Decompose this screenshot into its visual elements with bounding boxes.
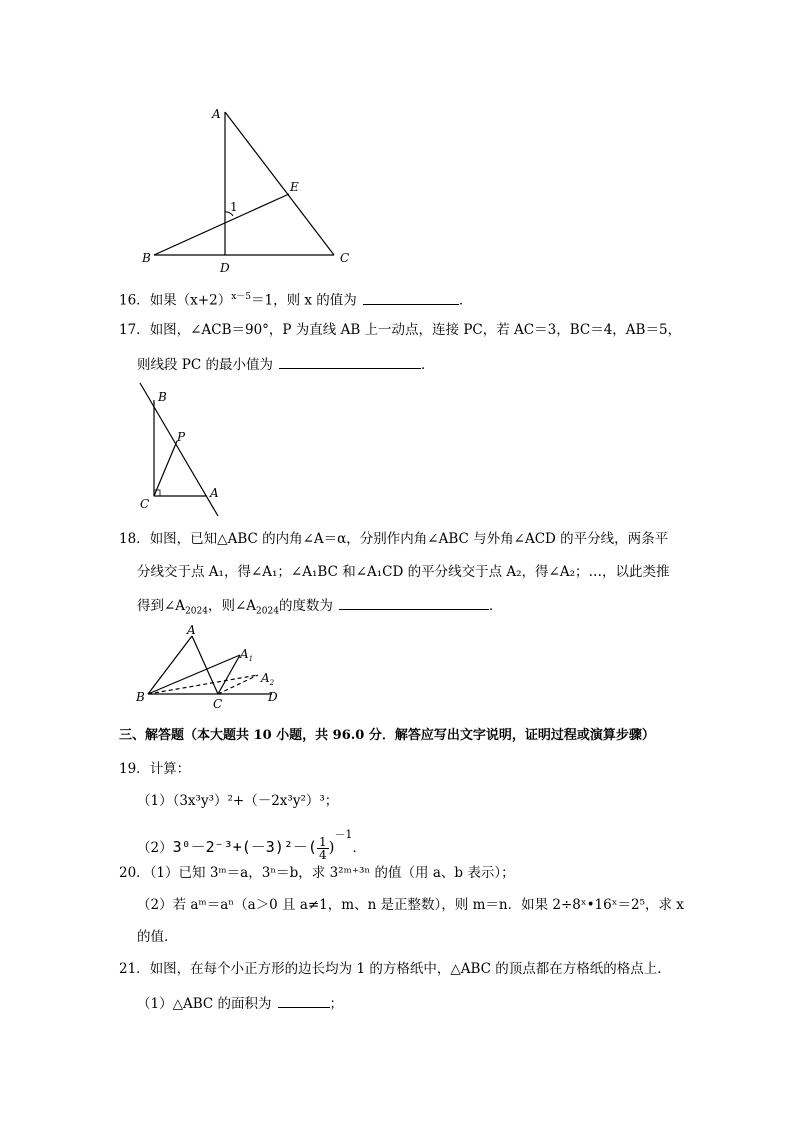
label-b: B (158, 390, 167, 404)
fraction-one-quarter: $\frac{1}{4}$ (318, 835, 327, 862)
question-number: 21． (119, 961, 150, 977)
label-b: B (136, 690, 145, 704)
question-20-part-2: （2）若 aᵐ＝aⁿ（a＞0 且 a≠1，m、n 是正整数），则 m＝n．如果 2÷8ˣ•16ˣ＝2⁵，求 x (137, 897, 684, 913)
triangle-figure-abde (136, 100, 366, 280)
section-3-heading: 三、解答题（本大题共 10 小题，共 96.0 分．解答应写出文字说明，证明过程或演算步骤） (119, 728, 655, 743)
label-c: C (140, 497, 150, 511)
label-c: C (340, 251, 350, 265)
question-number: 19． (119, 761, 150, 777)
question-21-part-1: （1）△ABC 的面积为 ； (137, 993, 343, 1013)
question-number: 17． (119, 322, 150, 338)
answer-blank[interactable] (339, 595, 489, 610)
label-p: P (177, 430, 186, 444)
question-20-part-2-cont: 的值． (137, 929, 178, 945)
question-16: 16．如果$(x+2)^{x-5}=1$，则 x 的值为 ． (119, 288, 472, 310)
label-d: D (268, 690, 278, 704)
question-18-line-3: 得到$\angle A_{2024}$，则$\angle A_{2024}$的度数为 ． (137, 595, 502, 621)
label-a2: $A_2$ (261, 671, 275, 687)
question-21: 21．如图，在每个小正方形的边长均为 1 的方格纸中，△ABC 的顶点都在方格纸的格点上． (119, 961, 671, 977)
question-number: 16． (119, 292, 150, 309)
question-number: 18． (119, 531, 150, 547)
question-19-part-1: （1）（3x³y³）²+（－2x³y²）³； (137, 793, 339, 809)
label-e: E (290, 180, 299, 194)
question-18-line-2: 分线交于点 A₁，得∠A₁；∠A₁BC 和∠A₁CD 的平分线交于点 A₂，得∠A₂；…，以此类推 (137, 564, 670, 580)
label-a: A (210, 486, 219, 500)
label-a: A (187, 623, 196, 637)
angle-bisector-figure (134, 622, 294, 712)
question-number: 20． (119, 865, 150, 881)
answer-blank[interactable] (363, 290, 459, 305)
answer-blank[interactable] (278, 993, 330, 1008)
label-b: B (142, 251, 151, 265)
label-d: D (220, 261, 230, 275)
right-triangle-figure-pc (130, 380, 230, 520)
label-a: A (212, 107, 221, 121)
question-17-line-1: 17．如图，∠ACB＝90°，P 为直线 AB 上一动点，连接 PC，若 AC＝3，BC＝4，AB＝5， (119, 322, 682, 338)
question-18-line-1: 18．如图，已知△ABC 的内角∠A＝α，分别作内角∠ABC 与外角∠ACD 的平分线，两条平 (119, 531, 669, 547)
label-a1: $A_1$ (240, 647, 254, 663)
answer-blank[interactable] (279, 354, 421, 369)
label-c: C (213, 697, 223, 711)
question-20-part-1: 20．（1）已知 3ᵐ＝a，3ⁿ＝b，求 3²ᵐ⁺³ⁿ 的值（用 a、b 表示）； (119, 865, 515, 881)
question-19: 19．计算： (119, 761, 191, 777)
question-19-part-2: （2）3⁰－2⁻³+(－3)²－( $\frac{1}{4}$ )$^{-1}$． (137, 828, 366, 862)
label-angle-1: 1 (230, 200, 238, 214)
question-17-line-2: 则线段 PC 的最小值为 ． (137, 354, 435, 374)
